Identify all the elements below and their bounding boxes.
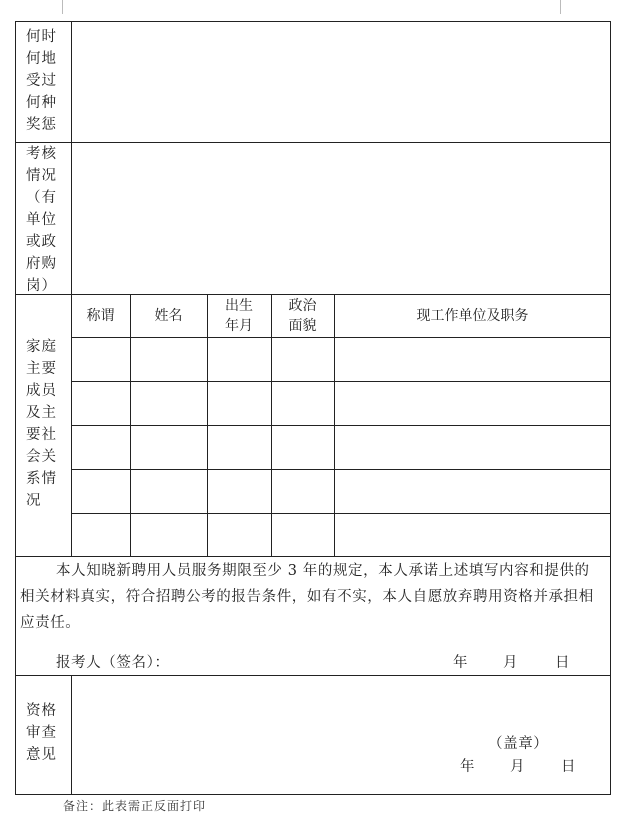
- family-row-divider: [71, 381, 611, 382]
- family-label: 家庭 主要 成员 及主 要社 会关 系情 况: [26, 339, 57, 509]
- family-header-name: 姓名: [154, 308, 183, 324]
- family-header-relation: 称谓: [86, 308, 115, 324]
- family-header-political-status: 政治 面貌: [288, 298, 317, 334]
- family-row-divider: [71, 513, 611, 514]
- family-header-workplace-position: 现工作单位及职务: [416, 308, 529, 324]
- signature-label: 报考人（签名）：: [56, 655, 170, 671]
- seal-label: （盖章）: [488, 736, 549, 752]
- assessment-field[interactable]: [72, 143, 610, 294]
- family-row-divider: [71, 469, 611, 470]
- review-month: 月: [510, 759, 526, 775]
- review-year: 年: [460, 759, 476, 775]
- signature-year: 年: [453, 655, 469, 671]
- family-row-divider: [71, 337, 611, 338]
- review-day: 日: [561, 759, 577, 775]
- family-row-divider: [71, 425, 611, 426]
- awards-label: 何时 何地 受过 何种 奖惩: [26, 29, 57, 133]
- page-margin-guide-right: [560, 0, 561, 14]
- declaration-text: 本人知晓新聘用人员服务期限至少 3 年的规定，本人承诺上述填写内容和提供的相关材料真实，符合招聘公考的报告条件，如有不实，本人自愿放弃聘用资格并承担相应责任。: [20, 563, 594, 631]
- signature-month: 月: [503, 655, 519, 671]
- signature-day: 日: [555, 655, 571, 671]
- page-margin-guide-left: [62, 0, 63, 14]
- awards-field[interactable]: [72, 22, 610, 142]
- assessment-label: 考核 情况 （有 单位 或政 府购 岗）: [26, 146, 57, 294]
- review-label: 资格 审查 意见: [26, 703, 57, 763]
- footnote: 备注：此表需正反面打印: [63, 799, 207, 813]
- family-header-birth: 出生 年月: [225, 298, 253, 334]
- row-divider: [15, 556, 611, 557]
